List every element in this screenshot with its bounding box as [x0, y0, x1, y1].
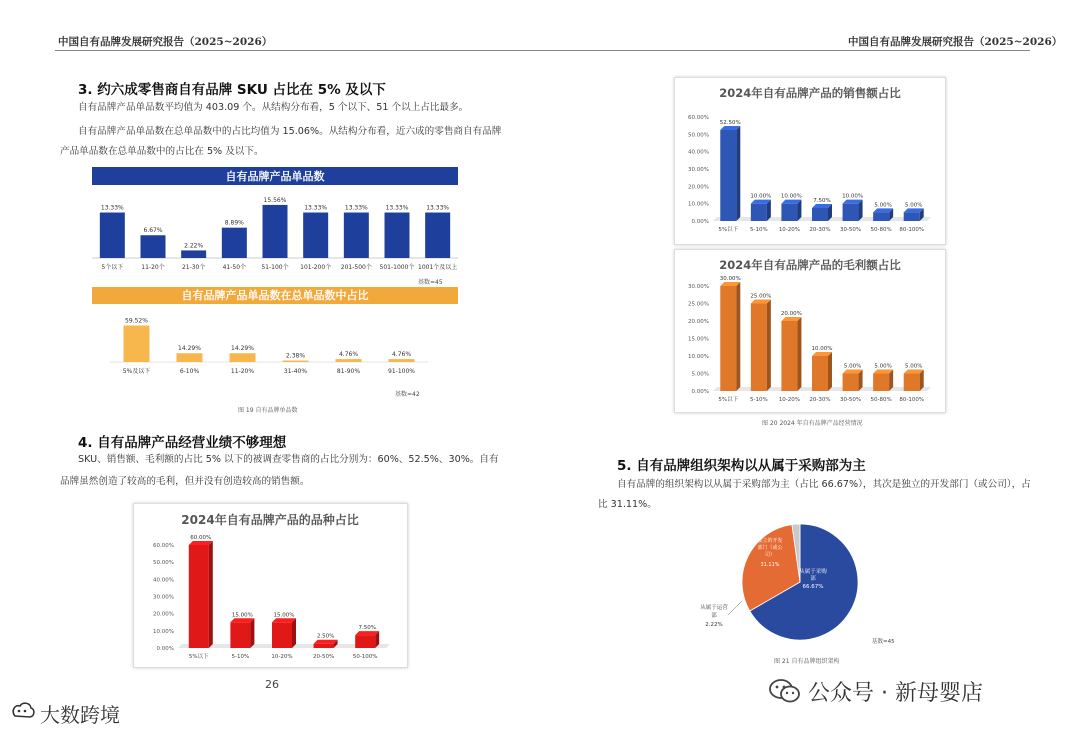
margin_share-y-tick: 20.00% — [688, 319, 709, 325]
sku_count-category-label: 501-1000个 — [379, 264, 415, 271]
sku_count-bar — [100, 213, 125, 258]
variety_share-bar-side — [250, 618, 254, 648]
sales_share-bar — [843, 204, 859, 221]
sku-share-sample-note: 基数=42 — [395, 391, 420, 398]
left-running-header: 中国自有品牌发展研究报告（2025~2026） — [58, 36, 273, 48]
sku_share-category-label: 5%及以下 — [122, 368, 151, 375]
variety_share-bar — [230, 622, 250, 648]
variety_share-bar-top — [314, 640, 338, 644]
sku_count-value-label: 13.33% — [385, 204, 409, 212]
variety_share-bar — [355, 635, 375, 648]
sku_count-value-label: 6.67% — [143, 227, 163, 235]
pie-label-indep-pct: 31.11% — [760, 562, 780, 568]
sku_count-category-label: 41-50个 — [222, 264, 247, 271]
sku_count-category-label: 201-500个 — [340, 264, 372, 271]
sales_share-value-label: 10.00% — [842, 193, 864, 200]
variety_share-value-label: 60.00% — [190, 535, 212, 541]
variety_share-value-label: 2.50% — [316, 633, 335, 640]
pie-leader-line — [728, 601, 742, 615]
pie-label-indep-line3: 司） — [764, 552, 776, 558]
figure21-caption: 图 21 自有品牌组织架构 — [774, 658, 840, 665]
sales_share-y-tick: 60.00% — [688, 115, 709, 121]
pie-label-indep-line1: 独立的开发 — [757, 538, 783, 544]
margin_share-bar — [843, 374, 859, 392]
variety_share-bar — [314, 644, 334, 648]
margin_share-bar — [751, 304, 767, 392]
margin_share-bar-side — [736, 282, 740, 391]
header-rule — [55, 50, 1030, 51]
sku_share-value-label: 14.29% — [178, 345, 201, 353]
margin_share-bar-side — [828, 352, 832, 391]
variety_share-value-label: 7.50% — [358, 625, 376, 632]
section5-paragraph-1: 自有品牌的组织架构以从属于采购部为主（占比 66.67%），其次是独立的开发部门（或公司），占 — [617, 479, 1031, 490]
sales_share-bar — [904, 212, 920, 221]
sales_share-category-label: 20-30% — [809, 227, 831, 233]
sku_share-bar — [230, 353, 256, 362]
sales_share-bar — [781, 204, 797, 221]
sales_share-category-label: 30-50% — [839, 227, 862, 233]
wechat-icon — [768, 677, 802, 705]
margin_share-value-label: 25.00% — [750, 293, 772, 300]
sku_share-value-label: 14.29% — [231, 345, 254, 353]
variety_share-bar-top — [230, 618, 254, 622]
margin_share-y-tick: 0.00% — [691, 389, 709, 395]
margin-chart-title: 2024年自有品牌产品的毛利额占比 — [719, 258, 901, 272]
sku_count-value-label: 15.56% — [263, 196, 287, 204]
variety_share-bar-top — [189, 541, 213, 545]
sku_count-bar — [385, 213, 410, 258]
sku_count-bar — [181, 250, 206, 258]
section5-paragraph-2: 比 31.11%。 — [598, 499, 657, 510]
margin_share-y-tick: 25.00% — [688, 301, 709, 308]
sku_count-category-label: 5个以下 — [101, 264, 124, 271]
sku_count-bar — [222, 228, 247, 258]
margin_share-value-label: 30.00% — [719, 276, 741, 282]
variety_share-y-tick: 60.00% — [153, 543, 174, 549]
margin_share-value-label: 5.00% — [904, 363, 923, 370]
sales_share-bar — [873, 212, 889, 221]
sales_share-y-tick: 50.00% — [688, 132, 709, 139]
watermark-left-text: 大数跨境 — [40, 703, 120, 727]
sales-chart-frame — [674, 77, 946, 245]
margin_share-category-label: 10-20% — [778, 397, 801, 403]
margin_share-bar-side — [797, 317, 801, 391]
margin_share-category-label: 5-10% — [749, 397, 768, 403]
variety_share-category-label: 5%以下 — [188, 654, 209, 660]
sku_share-category-label: 6-10% — [179, 368, 200, 375]
margin_share-category-label: 20-30% — [809, 397, 831, 403]
sku_share-bar — [124, 326, 150, 362]
sales_share-category-label: 5%以下 — [718, 227, 739, 233]
sku_share-bar — [389, 359, 415, 362]
right-running-header: 中国自有品牌发展研究报告（2025~2026） — [848, 36, 1063, 48]
sku_share-value-label: 2.38% — [285, 352, 306, 360]
sku_share-bar — [177, 353, 203, 362]
sku_count-bar — [141, 235, 166, 258]
pie-label-other-line2: 部 — [711, 613, 717, 619]
margin_share-y-tick: 15.00% — [688, 336, 709, 343]
sku_count-bar — [344, 213, 369, 258]
sales_share-bar — [720, 130, 736, 221]
variety_share-y-tick: 40.00% — [153, 577, 174, 584]
sku_share-value-label: 59.52% — [125, 317, 148, 325]
margin_share-category-label: 80-100% — [899, 397, 925, 403]
sales_share-y-tick: 10.00% — [688, 201, 709, 208]
pie-label-indep-line2: 部门（或公 — [757, 545, 783, 551]
sales_share-category-label: 5-10% — [749, 227, 768, 233]
sku_count-value-label: 2.22% — [184, 242, 204, 250]
sales-chart — [675, 78, 945, 244]
sku_share-category-label: 81-90% — [336, 368, 361, 375]
variety_share-bar-side — [292, 618, 296, 648]
margin_share-value-label: 5.00% — [843, 363, 862, 370]
sku_count-category-label: 51-100个 — [261, 264, 289, 271]
sku_share-value-label: 4.76% — [338, 351, 359, 359]
variety_share-y-tick: 10.00% — [153, 628, 174, 635]
variety_share-bar-side — [209, 541, 213, 648]
margin-chart-frame — [674, 249, 946, 413]
sku_count-value-label: 13.33% — [426, 204, 450, 212]
sku_count-value-label: 13.33% — [344, 204, 368, 212]
variety_share-bar-top — [355, 631, 379, 635]
org-structure-pie-chart — [700, 515, 910, 660]
sales_share-bar — [751, 204, 767, 221]
sku_count-bar — [303, 213, 328, 258]
variety_share-category-label: 10-20% — [271, 654, 293, 660]
margin_share-value-label: 5.00% — [874, 363, 892, 370]
sales_share-value-label: 52.50% — [719, 120, 741, 126]
sku_share-value-label: 4.76% — [391, 351, 412, 359]
sales_share-bar-side — [736, 126, 740, 221]
section3-paragraph-2b: 产品单品数在总单品数中的占比在 5% 及以下。 — [60, 146, 264, 157]
section4-title: 4. 自有品牌产品经营业绩不够理想 — [78, 435, 287, 451]
sku_share-bar — [283, 361, 309, 362]
margin_share-category-label: 5%以下 — [718, 397, 739, 403]
variety_share-category-label: 20-50% — [312, 654, 335, 660]
variety_share-value-label: 15.00% — [231, 612, 253, 619]
section4-paragraph-1: SKU、销售额、毛利额的占比 5% 以下的被调查零售商的占比分别为：60%、52.5%、30%。自有 — [78, 454, 499, 465]
sku_count-bar — [425, 213, 450, 258]
variety_share-bar — [272, 622, 292, 648]
section3-paragraph-2a: 自有品牌产品单品数在总单品数中的占比均值为 15.06%。从结构分布看，近六成的零售商自有品牌 — [78, 126, 502, 137]
sku_share-bar — [336, 359, 362, 362]
sku_share-category-label: 31-40% — [283, 368, 308, 375]
variety_share-y-tick: 50.00% — [153, 560, 174, 567]
margin_share-bar — [720, 286, 736, 391]
margin_share-bar — [873, 374, 889, 392]
margin_share-value-label: 20.00% — [780, 311, 802, 317]
variety_share-bar-top — [272, 618, 296, 622]
pie-sample-note: 基数=45 — [872, 639, 895, 645]
sku_count-category-label: 11-20个 — [141, 264, 165, 271]
variety-chart — [134, 504, 407, 667]
margin_share-bar-side — [767, 300, 771, 392]
margin_share-category-label: 30-50% — [839, 397, 862, 403]
sku-count-sample-note: 基数=45 — [418, 279, 443, 286]
sales_share-bar — [812, 208, 828, 221]
margin_share-bar — [904, 374, 920, 392]
variety_share-category-label: 5-10% — [231, 654, 250, 660]
watermark-left-logo-icon — [10, 700, 36, 722]
margin-chart — [675, 250, 945, 412]
margin_share-y-tick: 5.00% — [691, 371, 709, 378]
variety_share-category-label: 50-100% — [352, 654, 378, 660]
sku-count-chart — [88, 165, 463, 288]
pie-label-purchase-line1: 从属于采购 — [799, 569, 827, 575]
sales_share-category-label: 80-100% — [899, 227, 925, 233]
margin_share-y-tick: 30.00% — [688, 284, 709, 290]
page-number: 26 — [265, 678, 279, 691]
variety-chart-title: 2024年自有品牌产品的品种占比 — [181, 513, 359, 527]
sales_share-category-label: 50-80% — [870, 227, 892, 233]
sku_count-bar — [263, 205, 288, 258]
sales_share-value-label: 10.00% — [750, 193, 772, 200]
figure20-caption: 图 20 2024 年自有品牌产品经营情况 — [762, 420, 863, 427]
figure19-caption: 图 19 自有品牌单品数 — [238, 407, 298, 414]
section3-paragraph-1: 自有品牌产品单品数平均值为 403.09 个。从结构分布看，5 个以下、51 个以上占比最多。 — [78, 102, 469, 113]
variety_share-value-label: 15.00% — [273, 612, 295, 619]
sales_share-y-tick: 30.00% — [688, 167, 709, 173]
margin_share-value-label: 10.00% — [811, 346, 833, 352]
sales_share-y-tick: 0.00% — [691, 219, 709, 225]
sales_share-value-label: 5.00% — [904, 202, 923, 209]
sku_share-category-label: 11-20% — [230, 368, 255, 375]
sales_share-category-label: 10-20% — [778, 227, 801, 233]
sku_count-value-label: 13.33% — [304, 204, 328, 212]
sku_count-value-label: 13.33% — [100, 204, 124, 212]
sku_share-category-label: 91-100% — [388, 368, 415, 375]
sku-count-chart-title: 自有品牌产品单品数 — [225, 170, 325, 183]
sku_count-category-label: 21-30个 — [181, 264, 206, 271]
pie-label-purchase-line2: 部 — [810, 576, 816, 582]
margin_share-y-tick: 10.00% — [688, 354, 709, 360]
sales_share-y-tick: 20.00% — [688, 184, 709, 191]
variety_share-y-tick: 20.00% — [153, 611, 174, 618]
sales-chart-title: 2024年自有品牌产品的销售额占比 — [719, 86, 901, 100]
sales_share-y-tick: 40.00% — [688, 149, 709, 156]
section4-paragraph-2: 品牌虽然创造了较高的毛利，但并没有创造较高的销售额。 — [60, 476, 310, 487]
sku_count-category-label: 101-200个 — [300, 264, 332, 271]
pie-label-purchase-pct: 66.67% — [802, 584, 824, 590]
margin_share-category-label: 50-80% — [870, 397, 892, 403]
margin_share-bar — [781, 321, 797, 391]
variety-chart-frame — [133, 503, 408, 668]
section5-title: 5. 自有品牌组织架构以从属于采购部为主 — [617, 458, 866, 474]
pie-label-other-line1: 从属于运营 — [700, 605, 728, 611]
sku_count-value-label: 8.89% — [224, 219, 244, 227]
sku-share-chart-title: 自有品牌产品单品数在总单品数中占比 — [181, 289, 369, 302]
variety_share-y-tick: 0.00% — [156, 646, 174, 652]
sku_count-category-label: 1001个及以上 — [418, 264, 458, 271]
variety_share-y-tick: 30.00% — [153, 594, 174, 601]
pie-label-other-pct: 2.22% — [705, 622, 723, 628]
sales_share-value-label: 10.00% — [780, 193, 802, 200]
sales_share-value-label: 5.00% — [874, 202, 892, 209]
watermark-right-text: 公众号 · 新母婴店 — [808, 681, 983, 706]
margin_share-bar — [812, 356, 828, 391]
sales_share-value-label: 7.50% — [813, 198, 831, 204]
variety_share-bar — [189, 545, 209, 648]
sku-share-chart — [88, 285, 463, 405]
section3-title: 3. 约六成零售商自有品牌 SKU 占比在 5% 及以下 — [78, 82, 386, 98]
